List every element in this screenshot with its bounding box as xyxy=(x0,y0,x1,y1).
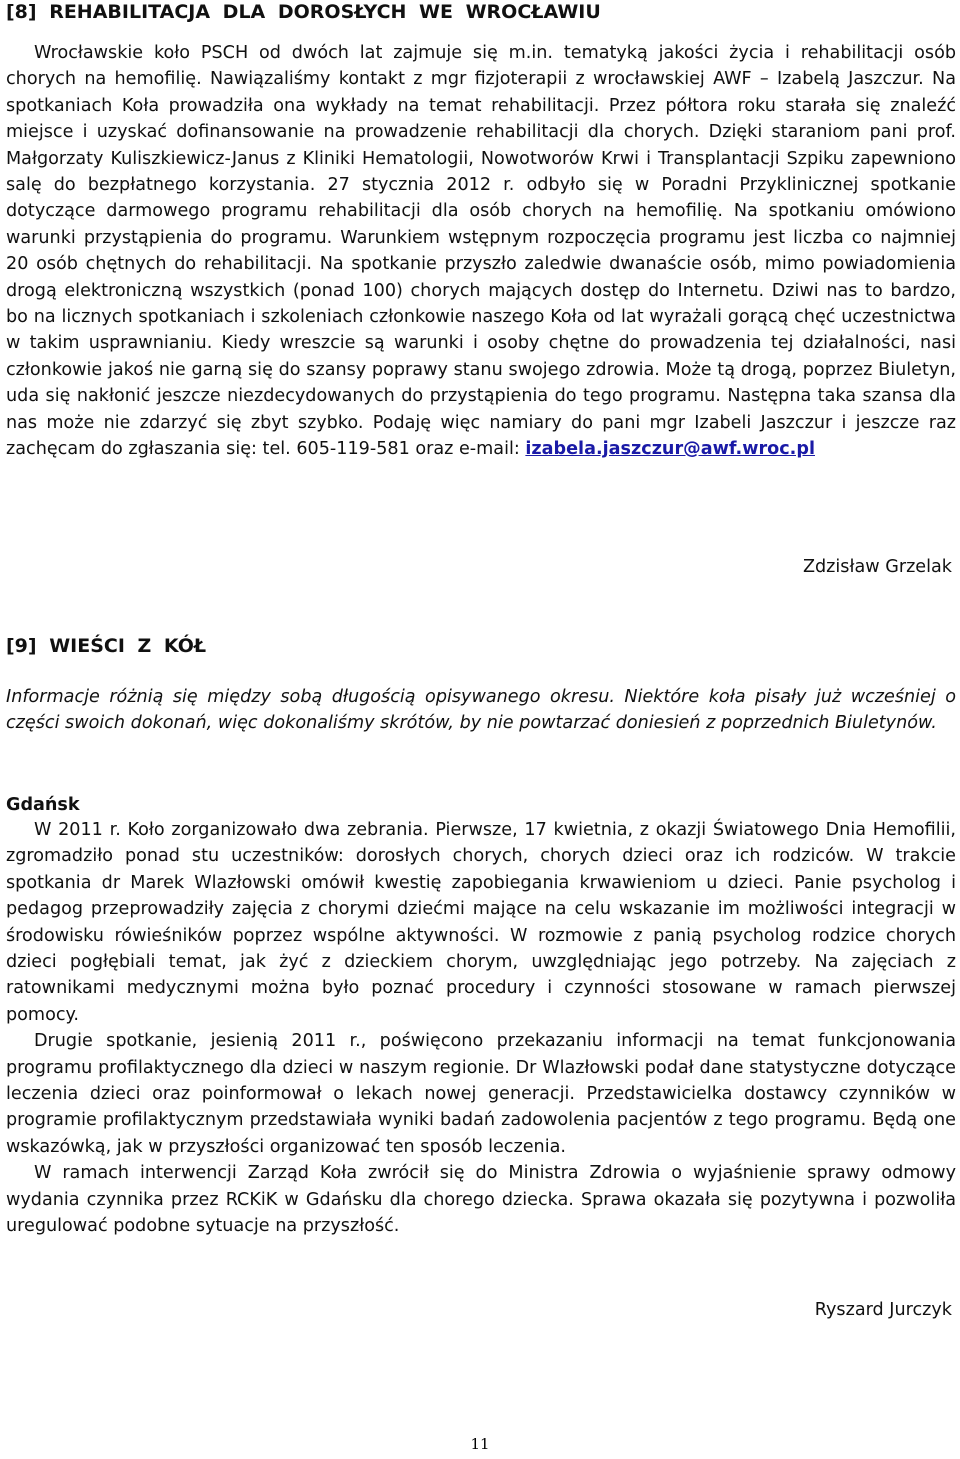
page-number: 11 xyxy=(470,1435,490,1453)
email-link[interactable]: izabela.jaszczur@awf.wroc.pl xyxy=(525,439,815,460)
gdansk-paragraph: W ramach interwencji Zarząd Koła zwrócił się do Ministra Zdrowia o wyjaśnienie sprawy odmowy wydania czynnika przez RCKiK w Gdańsku dla chorego dziecka. Sprawa okazała się pozytywna i pozwoliła uregulować podobne sytuacje na przyszłość. xyxy=(6,1163,956,1237)
section-9-signature: Ryszard Jurczyk xyxy=(814,1300,952,1320)
gdansk-paragraph: Drugie spotkanie, jesienią 2011 r., poświęcono przekazaniu informacji na temat funkcjonowania programu profilaktycznego dla dzieci w naszym regionie. Dr Wlazłowski podał dane statystyczne dotyczące leczenia dzieci oraz poinformował o lekach nowej generacji. Przedstawicielka dostawcy czynników w programie profilaktycznym przedstawiała wyniki badań zadowolenia pacjentów z tego programu. Będą one wskazówką, jak w przyszłości organizować ten sposób leczenia. xyxy=(6,1031,956,1157)
section-8-body xyxy=(6,40,956,463)
section-8-signature: Zdzisław Grzelak xyxy=(802,557,952,577)
gdansk-paragraph: W 2011 r. Koło zorganizowało dwa zebrania. Pierwsze, 17 kwietnia, z okazji Światowego Dnia Hemofilii, zgromadziło ponad stu uczestników: dorosłych chorych, chorych dzieci oraz ich rodziców. W trakcie spotkania dr Marek Wlazłowski omówił kwestię zapobiegania krwawieniom u dzieci. Panie psycholog i pedagog przeprowadziły zajęcia z chorymi dziećmi mające na celu wskazanie im możliwości integracji w środowisku rówieśników poprzez wspólne aktywności. W rozmowie z panią psycholog rodzice chorych dzieci pogłębiali temat, jak żyć z dzieckiem chorym, uwzględniając jego potrzeby. Na zajęciach z ratownikami medycznymi można było poznać procedury i czynności stosowane w ramach pierwszej pomocy. xyxy=(6,820,956,1025)
gdansk-body xyxy=(6,817,956,1240)
section-9-intro: Informacje różnią się między sobą długością opisywanego okresu. Niektóre koła pisały już wcześniej o części swoich dokonań, więc dokonaliśmy skrótów, by nie powtarzać doniesień z poprzednich Biuletynów. xyxy=(6,687,956,734)
section-8-heading: [8] REHABILITACJA DLA DOROSŁYCH WE WROCŁAWIU xyxy=(6,1,601,23)
section-9-heading: [9] WIEŚCI Z KÓŁ xyxy=(6,635,207,657)
city-heading-gdansk: Gdańsk xyxy=(6,795,80,815)
section-8-text: Wrocławskie koło PSCH od dwóch lat zajmuje się m.in. tematyką jakości życia i rehabilitacji osób chorych na hemofilię. Nawiązaliśmy kontakt z mgr fizjoterapii z wrocławskiej AWF – Izabelą Jaszczur. Na spotkaniach Koła prowadziła ona wykłady na temat rehabilitacji. Przez półtora roku starała się znaleźć miejsce i uzyskać dofinansowanie na prowadzenie rehabilitacji dla chorych. Dzięki staraniom pani prof. Małgorzaty Kuliszkiewicz-Janus z Kliniki Hematologii, Nowotworów Krwi i Transplantacji Szpiku zapewniono salę do bezpłatnego korzystania. 27 stycznia 2012 r. odbyło się w Poradni Przyklinicznej spotkanie dotyczące darmowego programu rehabilitacji dla osób chorych na hemofilię. Na spotkaniu omówiono warunki przystąpienia do programu. Warunkiem wstępnym rozpoczęcia programu jest liczba co najmniej 20 osób chętnych do rehabilitacji. Na spotkanie przyszło zaledwie dwanaście osób, mimo powiadomienia drogą elektroniczną wszystkich (ponad 100) chorych mających dostęp do Internetu. Dziwi nas to bardzo, bo na licznych spotkaniach i szkoleniach członkowie naszego Koła od lat wyrażali gorącą chęć uczestnictwa w takim usprawnianiu. Kiedy wreszcie są warunki i osoby chętne do prowadzenia tej działalności, nasi członkowie jakoś nie garną się do szansy poprawy stanu swojego zdrowia. Może tą drogą, poprzez Biuletyn, uda się nakłonić jeszcze niezdecydowanych do przystąpienia do tego programu. Następna taka szansa dla nas może nie zdarzyć się zbyt szybko. Podaję więc namiary do pani mgr Izabeli Jaszczur i jeszcze raz zachęcam do zgłaszania się: tel. 605-119-581 oraz e-mail: xyxy=(6,43,956,460)
section-8-paragraph xyxy=(6,40,956,463)
